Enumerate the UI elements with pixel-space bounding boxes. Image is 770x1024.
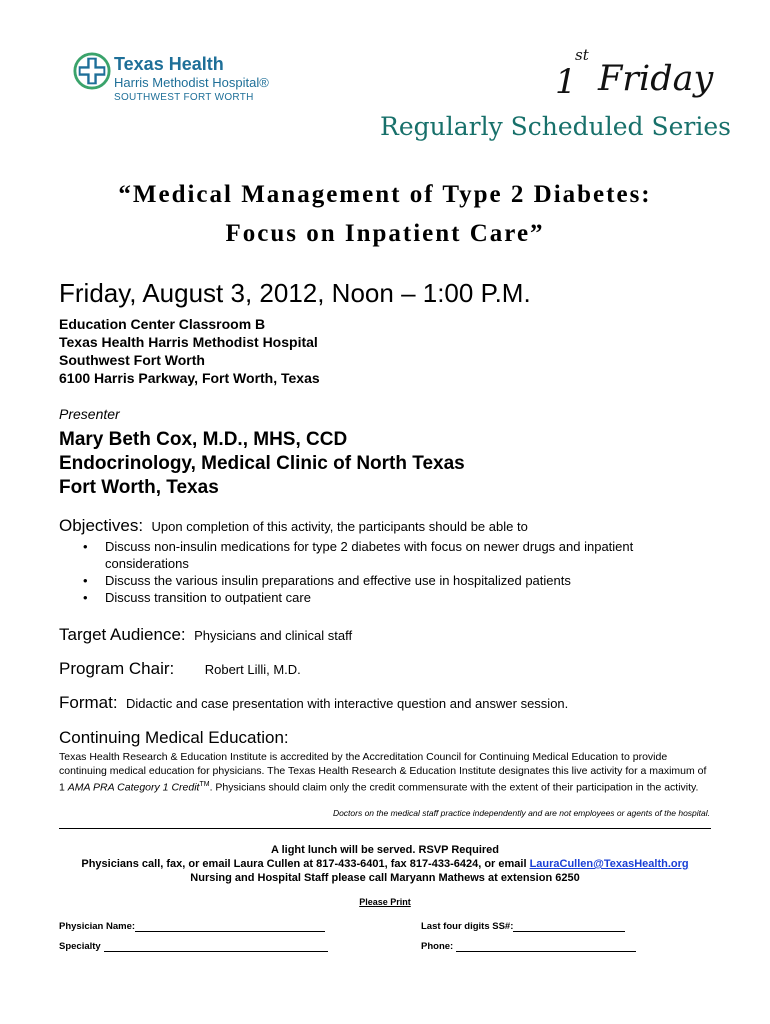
target-audience-row <box>59 625 352 645</box>
list-item: • Discuss the various insulin preparations and effective use in hospitalized patients <box>79 572 719 589</box>
presenter-label: Presenter <box>59 406 120 422</box>
cme-label: Continuing Medical Education: <box>59 728 289 747</box>
specialty-field[interactable] <box>104 941 328 952</box>
rsvp-line2 <box>0 858 770 870</box>
list-item: • Discuss non-insulin medications for type 2 diabetes with focus on newer drugs and inpatient considerations <box>79 538 719 572</box>
page-title-line2: Focus on Inpatient Care” <box>225 220 545 247</box>
phone-label: Phone: <box>421 941 454 952</box>
cme-text <box>59 751 714 795</box>
texas-health-logo-icon <box>73 52 111 90</box>
format-row <box>59 693 568 713</box>
location-line: Texas Health Harris Methodist Hospital <box>59 334 318 350</box>
cme-credit-name: AMA PRA Category 1 Credit <box>67 781 200 794</box>
location-line: Education Center Classroom B <box>59 316 266 332</box>
email-link[interactable]: LauraCullen@TexasHealth.org <box>529 858 689 870</box>
ss-digits-row <box>421 921 625 932</box>
target-audience-label: Target Audience: <box>59 625 186 644</box>
divider <box>59 828 711 829</box>
location-line: Southwest Fort Worth <box>59 352 205 368</box>
cme-text-part2: . Physicians should claim only the credit commensurate with the extent of their participation in the activity. <box>209 781 699 794</box>
rsvp-line1: A light lunch will be served. RSVP Required <box>271 844 499 856</box>
objectives-label: Objectives: <box>59 516 144 535</box>
logo-name: Texas Health <box>114 54 224 74</box>
event-date: Friday, August 3, 2012, Noon – 1:00 P.M. <box>59 278 531 308</box>
objectives-list <box>79 538 719 606</box>
program-chair-value: Robert Lilli, M.D. <box>204 662 301 677</box>
ss-digits-label: Last four digits SS#: <box>421 921 514 932</box>
objectives-row <box>59 516 528 536</box>
presenter-line: Mary Beth Cox, M.D., MHS, CCD <box>59 429 348 450</box>
page-title-line1: “Medical Management of Type 2 Diabetes: <box>118 181 652 208</box>
specialty-row <box>59 941 328 952</box>
program-chair-label: Program Chair: <box>59 659 175 678</box>
presenter-line: Fort Worth, Texas <box>59 477 219 498</box>
please-print: Please Print <box>359 897 411 907</box>
specialty-label: Specialty <box>59 941 101 952</box>
friday-suffix: st <box>575 46 589 64</box>
target-audience-value: Physicians and clinical staff <box>194 628 353 643</box>
phone-field[interactable] <box>456 941 636 952</box>
ss-digits-field[interactable] <box>513 921 625 932</box>
location-line: 6100 Harris Parkway, Fort Worth, Texas <box>59 370 320 386</box>
physician-name-row <box>59 921 325 932</box>
series-title: Regularly Scheduled Series <box>380 112 732 141</box>
cme-tm: TM <box>199 781 210 788</box>
phone-row <box>421 941 636 952</box>
physician-name-label: Physician Name: <box>59 921 136 932</box>
program-chair-row <box>59 659 301 679</box>
friday-number: 1 <box>555 62 577 102</box>
physician-name-field[interactable] <box>135 921 325 932</box>
friday-word: Friday <box>598 59 714 99</box>
disclaimer: Doctors on the medical staff practice independently and are not employees or agents of the hospital. <box>332 808 710 818</box>
rsvp-contact: Physicians call, fax, or email Laura Cullen at 817-433-6401, fax 817-433-6424, or email <box>81 858 530 870</box>
list-item: • Discuss transition to outpatient care <box>79 589 719 606</box>
objectives-intro: Upon completion of this activity, the participants should be able to <box>151 519 528 534</box>
logo-hospital: Harris Methodist Hospital® <box>114 75 269 90</box>
rsvp-line3: Nursing and Hospital Staff please call Maryann Mathews at extension 6250 <box>190 872 580 884</box>
presenter-line: Endocrinology, Medical Clinic of North Texas <box>59 453 465 474</box>
format-value: Didactic and case presentation with interactive question and answer session. <box>126 696 569 711</box>
logo-location: SOUTHWEST FORT WORTH <box>114 92 254 103</box>
cme-text-part1: Texas Health Research & Education Institute is accredited by the Accreditation Council for Continuing Medical Education to provide continuing medical education for physicians. The Texas Health Research & Education Institute designates this live activity for a maximum of 1 <box>59 751 707 794</box>
format-label: Format: <box>59 693 118 712</box>
